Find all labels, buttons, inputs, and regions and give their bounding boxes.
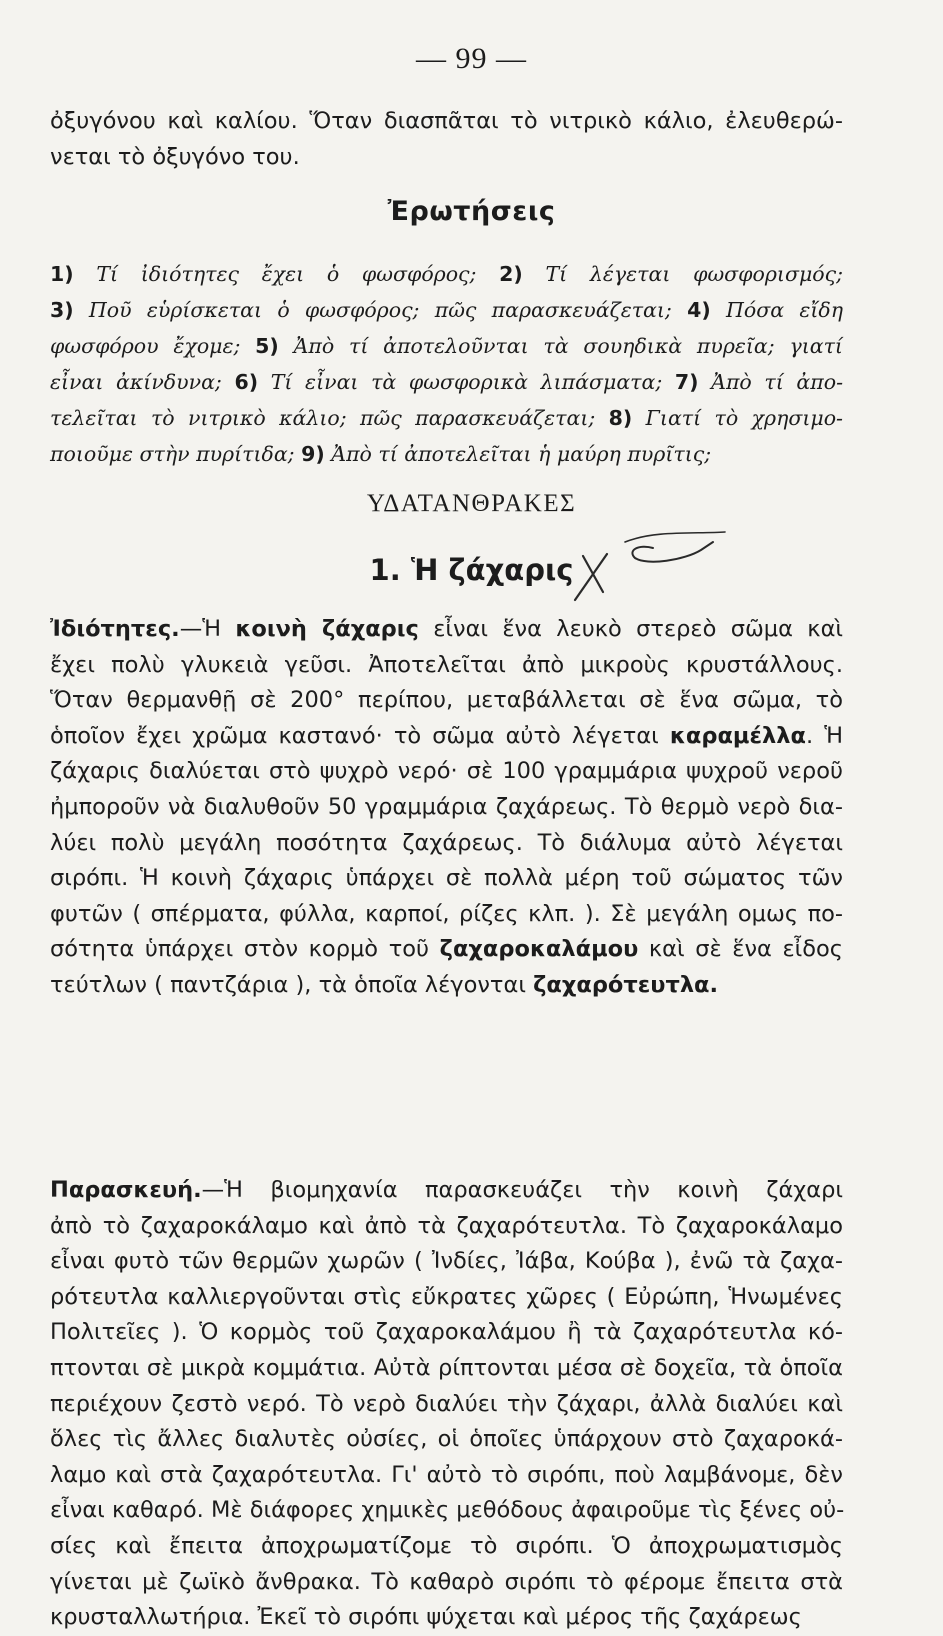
text-run: καὶ σὲ ἕνα εἶδος (638, 936, 843, 963)
text-line (50, 1209, 843, 1245)
text-line (50, 612, 843, 648)
text-line (50, 400, 843, 436)
bold-text-run: 1) (50, 262, 74, 286)
text-line (50, 683, 843, 719)
text-run: σιρόπι. Ἡ κοινὴ ζάχαρις ὑπάρχει σὲ πολλὰ μέρη τοῦ σώματος τῶν (50, 865, 843, 892)
text-line: νεται τὸ ὀξυγόνο του. (50, 143, 300, 170)
text-line (50, 1565, 843, 1601)
text-line (50, 364, 843, 400)
text-run: Τί εἶναι τὰ φωσφορικὰ λιπάσματα; (258, 370, 675, 394)
chapter-title: 1. Ἡ ζάχαρις (369, 553, 574, 587)
text-line (50, 1280, 843, 1316)
properties-paragraph (50, 612, 843, 1004)
text-run: σότητα ὑπάρχει στὸν κορμὸ τοῦ (50, 936, 440, 963)
text-run: Ποῦ εὑρίσκεται ὁ φωσφόρος; πῶς παρασκευάζεται; (73, 298, 688, 322)
text-line (50, 1351, 843, 1387)
text-line (50, 1387, 843, 1423)
text-run: ἔχει πολὺ γλυκειὰ γεῦσι. Ἀποτελεῖται ἀπὸ μικροὺς κρυστάλλους. (50, 651, 843, 678)
text-line (50, 1529, 843, 1565)
text-line (50, 328, 843, 364)
bold-text-run: 2) (499, 262, 523, 286)
bold-text-run: 3) (50, 298, 74, 322)
text-run: ἠμποροῦν νὰ διαλυθοῦν 50 γραμμάρια ζαχάρεως. Τὸ θερμὸ νερὸ δια- (50, 793, 843, 820)
text-run: Ἀπὸ τί ἀποτελοῦνται τὰ σουηδικὰ πυρεῖα; γιατί (278, 334, 843, 358)
text-line (50, 968, 843, 1004)
text-run: —Ἡ βιομηχανία παρασκευάζει τὴν κοινὴ ζάχαρι (201, 1177, 843, 1203)
text-run: λαμο καὶ στὰ ζαχαρότευτλα. Γι' αὐτὸ τὸ σιρόπι, ποὺ λαμβάνομε, δὲν (50, 1461, 843, 1488)
text-run: λύει πολὺ μεγάλη ποσότητα ζαχάρεως. Τὸ διάλυμα αὐτὸ λέγεται (50, 829, 843, 856)
text-run: Τί λέγεται φωσφορισμός; (522, 262, 843, 286)
bold-text-run: κοινὴ ζάχαρις (235, 616, 419, 642)
text-run: ἀπὸ τὸ ζαχαροκάλαμο καὶ ἀπὸ τὰ ζαχαρότευτλα. Τὸ ζαχαροκάλαμο (50, 1212, 843, 1239)
text-line: ὀξυγόνου καὶ καλίου. Ὅταν διασπᾶται τὸ νιτρικὸ κάλιο, ἐλευθερώ- (50, 108, 843, 134)
text-line (50, 932, 843, 968)
bold-text-run: 5) (255, 334, 279, 358)
text-run: Πολιτεῖες ). Ὁ κορμὸς τοῦ ζαχαροκαλάμου ἢ τὰ ζαχαρότευτλα κό- (50, 1319, 843, 1346)
text-line (50, 1422, 843, 1458)
text-line (50, 1600, 843, 1636)
text-run: . Ἡ (805, 722, 843, 749)
text-line (50, 861, 843, 897)
text-line (50, 256, 843, 292)
text-line (50, 292, 843, 328)
bold-text-run: 6) (234, 370, 259, 394)
text-run: ποιοῦμε στὴν πυρίτιδα; (50, 442, 302, 466)
text-run: Τί ἰδιότητες ἔχει ὁ φωσφόρος; (73, 262, 500, 286)
bold-text-run: Παρασκευή. (50, 1177, 202, 1203)
text-run: Ἀπὸ τί ἀπο- (698, 370, 844, 394)
text-run: ζάχαρις διαλύεται στὸ ψυχρὸ νερό· σὲ 100 γραμμάρια ψυχροῦ νεροῦ (50, 758, 843, 785)
text-run: εἶναι φυτὸ τῶν θερμῶν χωρῶν ( Ἰνδίες, Ἰάβα, Κούβα ), ἐνῶ τὰ ζαχα- (50, 1248, 843, 1275)
text-run: εἶναι ἀκίνδυνα; (50, 370, 235, 394)
text-line (50, 1493, 843, 1529)
bold-text-run: 8) (608, 406, 633, 430)
text-run: τελεῖται τὸ νιτρικὸ κάλιο; πῶς παρασκευάζεται; (50, 406, 609, 430)
text-line (50, 1458, 843, 1494)
section-title: ΥΔΑΤΑΝΘΡΑΚΕΣ (366, 490, 577, 517)
text-line (50, 436, 843, 472)
text-run: κρυσταλλωτήρια. Ἐκεῖ τὸ σιρόπι ψύχεται καὶ μέρος τῆς ζαχάρεως (50, 1604, 802, 1631)
text-line (50, 897, 843, 933)
text-run: —Ἡ (179, 616, 236, 642)
text-run: φωσφόρου ἔχομε; (50, 334, 256, 358)
bold-text-run: Ἰδιότητες. (50, 616, 180, 642)
text-run: ὁποῖον ἔχει χρῶμα καστανό· τὸ σῶμα αὐτὸ λέγεται (50, 722, 670, 749)
text-run: πτονται σὲ μικρὰ κομμάτια. Αὐτὰ ρίπτονται μέσα σὲ δοχεῖα, τὰ ὁποῖα (50, 1354, 843, 1381)
text-line (50, 790, 843, 826)
text-run: Γιατί τὸ χρησιμο- (632, 406, 843, 430)
text-run: εἶναι ἕνα λευκὸ στερεὸ σῶμα καὶ (418, 616, 844, 642)
bold-text-run: καραμέλλα (669, 722, 806, 749)
bold-text-run: 9) (301, 442, 325, 466)
bold-text-run: 4) (687, 298, 711, 322)
text-run: γίνεται μὲ ζωϊκὸ ἄνθρακα. Τὸ καθαρὸ σιρόπι τὸ φέρομε ἔπειτα στὰ (50, 1568, 843, 1595)
text-run: ρότευτλα καλλιεργοῦνται στὶς εὔκρατες χῶρες ( Εὐρώπη, Ἡνωμένες (50, 1283, 843, 1310)
text-run: Ὅταν θερμανθῇ σὲ 200° περίπου, μεταβάλλεται σὲ ἕνα σῶμα, τὸ (50, 687, 843, 714)
text-run: τεύτλων ( παντζάρια ), τὰ ὁποῖα λέγονται (50, 971, 534, 998)
questions-list (50, 256, 843, 472)
bold-text-run: ζαχαροκαλάμου (439, 936, 639, 963)
text-line (50, 826, 843, 862)
text-run: σίες καὶ ἔπειτα ἀποχρωματίζομε τὸ σιρόπι. Ὁ ἀποχρωματισμὸς (50, 1532, 843, 1559)
bold-text-run: 7) (674, 370, 699, 394)
text-line (50, 1244, 843, 1280)
text-run: Ἀπὸ τί ἀποτελεῖται ἡ μαύρη πυρῖτις; (324, 442, 712, 466)
text-run: ὅλες τὶς ἄλλες διαλυτὲς οὐσίες, οἱ ὁποῖες ὑπάρχουν στὸ ζαχαροκά- (50, 1426, 843, 1453)
text-line (50, 754, 843, 790)
page-number: — 99 — (416, 42, 527, 75)
text-run: φυτῶν ( σπέρματα, φύλλα, καρποί, ρίζες κλπ. ). Σὲ μεγάλη ομως πο- (50, 900, 843, 927)
bold-text-run: ζαχαρότευτλα. (533, 971, 719, 998)
text-run: περιέχουν ζεστὸ νερό. Τὸ νερὸ διαλύει τὴν ζάχαρι, ἀλλὰ διαλύει καὶ (50, 1390, 843, 1417)
preparation-paragraph (50, 1173, 843, 1636)
text-run: εἶναι καθαρό. Μὲ διάφορες χημικὲς μεθόδους ἀφαιροῦμε τὶς ξένες οὐ- (50, 1497, 845, 1524)
text-line (50, 648, 843, 684)
intro-paragraph (50, 104, 843, 175)
text-line (50, 719, 843, 755)
questions-heading: Ἐρωτήσεις (387, 196, 556, 227)
text-line (50, 1315, 843, 1351)
text-run: Πόσα εἴδη (710, 298, 843, 322)
handwritten-pencil-mark (555, 520, 735, 610)
text-line (50, 1173, 843, 1209)
